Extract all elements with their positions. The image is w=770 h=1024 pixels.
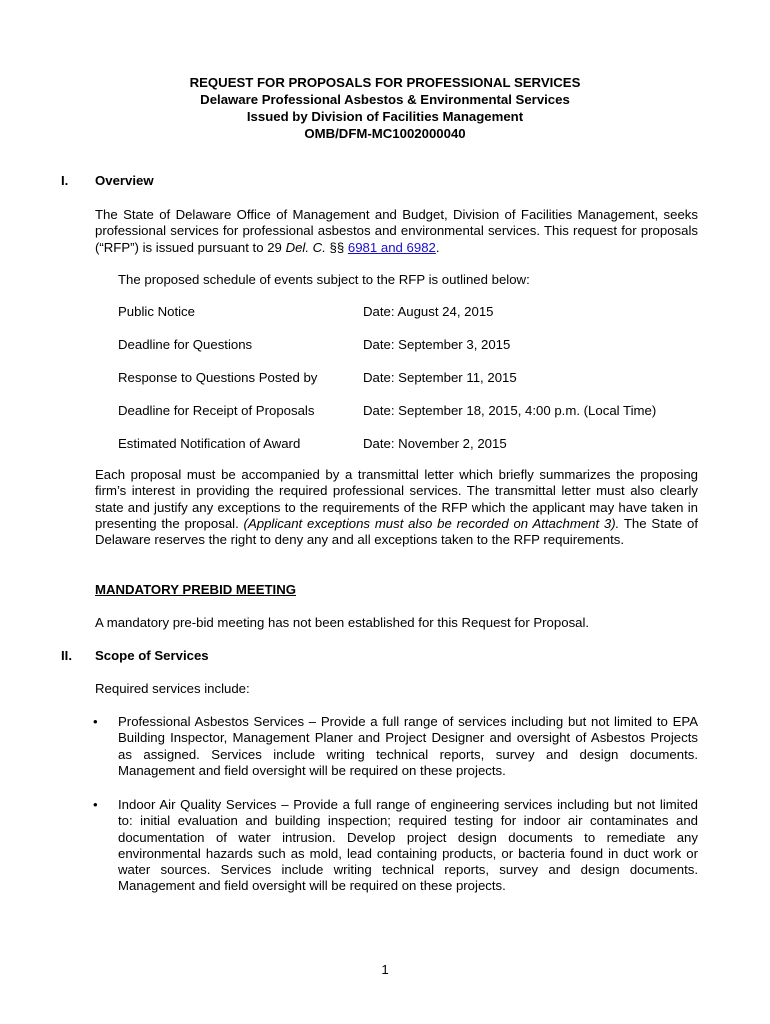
header-reference-number: OMB/DFM-MC1002000040 xyxy=(304,126,466,141)
schedule-date: Date: November 2, 2015 xyxy=(363,436,507,451)
schedule-event: Estimated Notification of Award xyxy=(118,436,301,451)
header-issuer: Issued by Division of Facilities Management xyxy=(246,109,524,124)
header-subtitle: Delaware Professional Asbestos & Environmental Services xyxy=(200,92,570,107)
schedule-date: Date: September 3, 2015 xyxy=(363,337,511,352)
schedule-event: Public Notice xyxy=(118,304,195,319)
prebid-text: A mandatory pre-bid meeting has not been established for this Request for Proposal. xyxy=(95,615,590,630)
schedule-event: Deadline for Receipt of Proposals xyxy=(118,403,315,418)
schedule-event: Response to Questions Posted by xyxy=(118,370,318,385)
section-2-number: II. xyxy=(61,648,72,663)
bullet-icon: • xyxy=(93,714,98,729)
statute-link[interactable]: 6981 and 6982 xyxy=(347,239,436,255)
schedule-date: Date: September 18, 2015, 4:00 p.m. (Local Time) xyxy=(363,403,657,418)
bullet-icon: • xyxy=(93,797,98,812)
schedule-intro: The proposed schedule of events subject to the RFP is outlined below: xyxy=(118,272,530,287)
transmittal-paragraph: Each proposal must be accompanied by a transmittal letter which briefly summarizes the proposing firm’s interest in providing the required professional services. The transmittal letter must also clearly state and justify any exceptions to the requirements of the RFP which the applicant may have taken in presenting the proposal. (Applicant exceptions must also be recorded on Attachment 3). The State of Delaware reserves the right to deny any and all exceptions taken to the RFP requirements. xyxy=(95,467,698,548)
prebid-heading: MANDATORY PREBID MEETING xyxy=(95,582,296,597)
schedule-date: Date: September 11, 2015 xyxy=(363,370,517,385)
page-number: 1 xyxy=(381,962,389,977)
schedule-event: Deadline for Questions xyxy=(118,337,253,352)
section-1-title: Overview xyxy=(95,173,154,188)
header-title: REQUEST FOR PROPOSALS FOR PROFESSIONAL SERVICES xyxy=(189,75,581,90)
section-2-title: Scope of Services xyxy=(95,648,209,663)
list-item: Indoor Air Quality Services – Provide a full range of engineering services including but not limited to: initial evaluation and building inspection; required testing for indoor air contaminates and documentation of water intrusion. Develop project design documents to remediate any environmental hazards such as mold, lead containing products, or bacteria found in duct work or water sources. Services include writing technical reports, survey and design documents. Management and field oversight will be required on these projects. xyxy=(118,797,698,894)
schedule-date: Date: August 24, 2015 xyxy=(363,304,494,319)
scope-intro: Required services include: xyxy=(95,681,250,696)
document-header xyxy=(0,74,770,142)
section-1-number: I. xyxy=(61,173,69,188)
overview-paragraph: The State of Delaware Office of Management and Budget, Division of Facilities Management, seeks professional services for professional asbestos and environmental services. This request for proposals (“RFP”) is issued pursuant to 29 Del. C. §§ 6981 and 6982. xyxy=(95,207,698,255)
list-item: Professional Asbestos Services – Provide a full range of services including but not limited to EPA Building Inspector, Management Planer and Project Designer and oversight of Asbestos Projects as assigned. Services include writing technical reports, survey and design documents. Management and field oversight will be required on these projects. xyxy=(118,714,698,778)
